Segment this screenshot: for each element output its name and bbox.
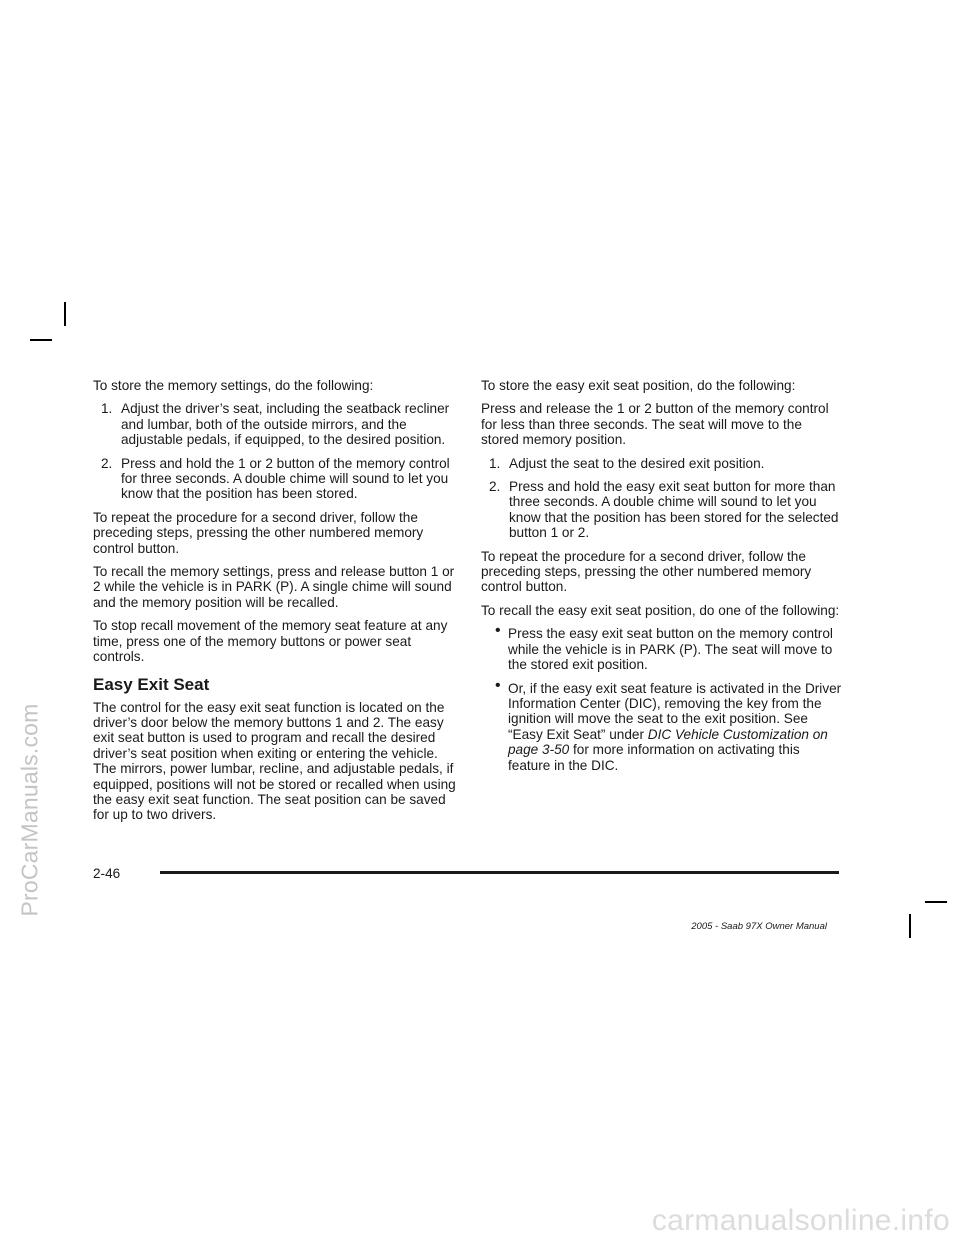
memory-step bbox=[93, 456, 460, 502]
recall-option bbox=[481, 622, 843, 673]
step-text: Press and hold the 1 or 2 button of the memory control for three seconds. A double chime will sound to let you know that the position has been stored. bbox=[121, 455, 450, 502]
recall-paragraph: To recall the memory settings, press and release button 1 or 2 while the vehicle is in PARK (P). A single chime will sound and the memory position will be recalled. bbox=[93, 564, 455, 610]
section-heading: Easy Exit Seat bbox=[93, 674, 210, 694]
easy-exit-store-intro: To store the easy exit seat position, do the following: bbox=[481, 378, 796, 393]
page-number: 2-46 bbox=[93, 866, 121, 881]
second-driver-paragraph: To repeat the procedure for a second driver, follow the preceding steps, pressing the other numbered memory control button. bbox=[93, 509, 424, 556]
recall-option bbox=[481, 676, 843, 773]
memory-settings-intro: To store the memory settings, do the following: bbox=[93, 378, 374, 393]
step-number: 2. bbox=[101, 455, 113, 471]
bullet-icon: • bbox=[495, 676, 501, 694]
right-column bbox=[481, 378, 843, 781]
stop-recall-paragraph: To stop recall movement of the memory seat feature at any time, press one of the memory buttons or power seat controls. bbox=[93, 618, 448, 665]
easy-exit-step bbox=[481, 479, 843, 541]
recall-intro: To recall the easy exit seat position, do one of the following: bbox=[481, 602, 840, 618]
crop-mark-top-vertical bbox=[64, 302, 66, 326]
easy-exit-steps-list bbox=[481, 456, 843, 541]
recall-options-list bbox=[481, 622, 843, 773]
step-text: Adjust the seat to the desired exit position. bbox=[509, 455, 765, 471]
bullet-icon: • bbox=[495, 622, 501, 640]
second-driver-paragraph: To repeat the procedure for a second driver, follow the preceding steps, pressing the other numbered memory control button. bbox=[481, 548, 812, 595]
left-column bbox=[93, 378, 460, 831]
step-text: Press and hold the easy exit seat button for more than three seconds. A double chime will sound to let you know that the position has been stored for the selected button 1 or 2. bbox=[509, 479, 839, 541]
step-number: 1. bbox=[101, 401, 113, 417]
recall-option-text: Or, if the easy exit seat feature is activated in the Driver Information Center (DIC), removing the key from the ignition will move the seat to the exit position. See “Easy Exit Seat” under bbox=[508, 680, 842, 742]
side-watermark bbox=[0, 0, 60, 1242]
side-watermark-text: ProCarManuals.com bbox=[16, 703, 43, 917]
step-text: Adjust the driver’s seat, including the seatback recliner and lumbar, both of the outside mirrors, and the adjustable pedals, if equipped, to the desired position. bbox=[121, 401, 450, 448]
footer-rule bbox=[160, 871, 839, 874]
bottom-watermark: carmanualsonline.info bbox=[651, 1204, 950, 1237]
crop-mark-bottom-vertical bbox=[909, 914, 911, 938]
easy-exit-store-intro-2: Press and release the 1 or 2 button of the memory control for less than three seconds. The seat will move to the stored memory position. bbox=[481, 401, 829, 448]
dic-customization-reference[interactable]: DIC Vehicle Customization on page 3-50 bbox=[508, 726, 828, 758]
easy-exit-body: The control for the easy exit seat function is located on the driver’s door below the memory buttons 1 and 2. The easy exit seat button is used to program and recall the desired driver’s seat position when exiting or entering the vehicle. The mirrors, power lumbar, recline, and adjustable pedals, if equipped, positions will not be stored or recalled when using the easy exit seat function. The seat position can be saved for up to two drivers. bbox=[93, 699, 456, 823]
crop-mark-bottom-horizontal bbox=[925, 901, 947, 903]
step-number: 2. bbox=[489, 479, 501, 495]
easy-exit-step bbox=[481, 456, 843, 471]
step-number: 1. bbox=[489, 455, 501, 471]
memory-steps-list bbox=[93, 401, 460, 501]
manual-title: 2005 - Saab 97X Owner Manual bbox=[691, 921, 827, 932]
recall-option-text: Press the easy exit seat button on the memory control while the vehicle is in PARK (P). The seat will move to the stored exit position. bbox=[508, 626, 833, 673]
recall-option-text-end: for more information on activating this feature in the DIC. bbox=[508, 742, 800, 773]
memory-step bbox=[93, 401, 460, 447]
